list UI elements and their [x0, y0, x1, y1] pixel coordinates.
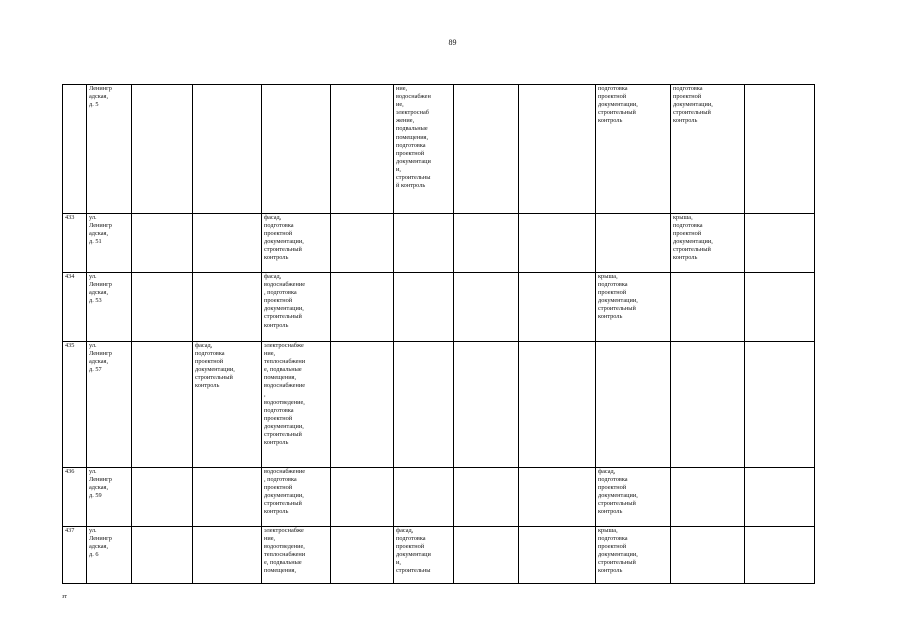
row-number-cell: 433	[63, 214, 87, 273]
table-cell: ние, водоснабжен ие, электроснаб жение, подвальные помещения, подготовка проектной документаци и, строительны й контроль	[394, 85, 454, 214]
table-cell	[671, 273, 745, 342]
page-number: 89	[448, 38, 457, 47]
address-cell: ул. Ленингр адская, д. 51	[87, 214, 132, 273]
table-cell	[454, 85, 519, 214]
table-cell	[454, 273, 519, 342]
address-cell: ул. Ленингр адская, д. 6	[87, 527, 132, 584]
table-cell	[193, 85, 262, 214]
address-cell: ул. Ленингр адская, д. 57	[87, 342, 132, 468]
table-cell: водоснабжение , подготовка проектной документации, строительный контроль	[262, 468, 331, 527]
table-cell	[519, 214, 596, 273]
table-cell: крыша, подготовка проектной документации, строительный контроль	[671, 214, 745, 273]
table-cell	[745, 85, 815, 214]
table-cell: электроснабже ние, водоотведение, теплоснабжени e, подвальные помещения,	[262, 527, 331, 584]
table-cell	[519, 468, 596, 527]
address-cell: Ленингр адская, д. 5	[87, 85, 132, 214]
table-row	[63, 342, 815, 468]
table-cell	[331, 468, 394, 527]
table-cell	[331, 85, 394, 214]
table-cell: крыша, подготовка проектной документации, строительный контроль	[596, 273, 671, 342]
table-cell: электроснабже ние, теплоснабжени e, подвальные помещения, водоснабжение , водоотведение, подготовка проектной документации, строительный контроль	[262, 342, 331, 468]
table-cell	[394, 342, 454, 468]
table-cell	[132, 273, 193, 342]
table-cell	[745, 468, 815, 527]
address-cell: ул. Ленингр адская, д. 53	[87, 273, 132, 342]
table-cell	[596, 342, 671, 468]
table-cell	[671, 527, 745, 584]
table-cell	[519, 273, 596, 342]
table-cell	[132, 214, 193, 273]
table-cell	[454, 527, 519, 584]
table-row	[63, 527, 815, 584]
table-cell	[519, 342, 596, 468]
table-cell	[671, 468, 745, 527]
table-cell	[745, 527, 815, 584]
table-cell	[519, 527, 596, 584]
table-cell	[394, 468, 454, 527]
table-row	[63, 85, 815, 214]
table-cell	[454, 214, 519, 273]
table-body	[63, 85, 815, 584]
table-cell: подготовка проектной документации, строительный контроль	[596, 85, 671, 214]
table-cell	[193, 214, 262, 273]
table-cell: фасад, подготовка проектной документаци и, строительны	[394, 527, 454, 584]
table-cell	[394, 214, 454, 273]
row-number-cell: 437	[63, 527, 87, 584]
row-number-cell: 436	[63, 468, 87, 527]
repair-schedule-table	[62, 84, 815, 584]
table-cell: фасад, подготовка проектной документации, строительный контроль	[262, 214, 331, 273]
footer-code: зт	[62, 594, 67, 600]
table-cell: подготовка проектной документации, строительный контроль	[671, 85, 745, 214]
table-cell	[454, 468, 519, 527]
table-cell	[132, 527, 193, 584]
table-cell	[132, 85, 193, 214]
table-cell	[262, 85, 331, 214]
table-cell	[745, 273, 815, 342]
table-cell	[331, 273, 394, 342]
table-cell	[745, 214, 815, 273]
table-row	[63, 273, 815, 342]
table-cell	[193, 527, 262, 584]
table-cell	[193, 273, 262, 342]
table-cell	[454, 342, 519, 468]
table-cell	[596, 214, 671, 273]
table-cell	[331, 527, 394, 584]
table-cell	[519, 85, 596, 214]
row-number-cell	[63, 85, 87, 214]
row-number-cell: 434	[63, 273, 87, 342]
table-cell	[745, 342, 815, 468]
table-cell: крыша, подготовка проектной документации, строительный контроль	[596, 527, 671, 584]
table-cell	[132, 342, 193, 468]
table-row	[63, 214, 815, 273]
table-cell	[331, 214, 394, 273]
table-cell: фасад, подготовка проектной документации, строительный контроль	[193, 342, 262, 468]
table-cell	[394, 273, 454, 342]
table-cell	[132, 468, 193, 527]
row-number-cell: 435	[63, 342, 87, 468]
table-cell: фасад, водоснабжение , подготовка проектной документации, строительный контроль	[262, 273, 331, 342]
table-row	[63, 468, 815, 527]
address-cell: ул. Ленингр адская, д. 59	[87, 468, 132, 527]
table-cell	[193, 468, 262, 527]
table-cell	[331, 342, 394, 468]
table-cell: фасад, подготовка проектной документации, строительный контроль	[596, 468, 671, 527]
table-cell	[671, 342, 745, 468]
